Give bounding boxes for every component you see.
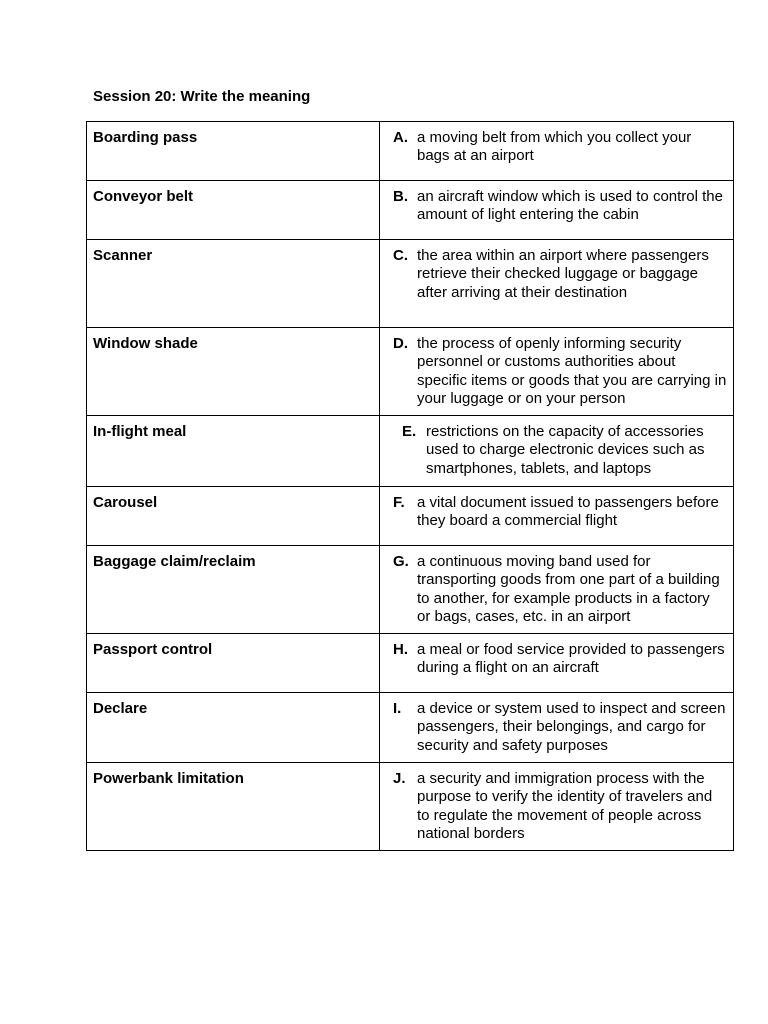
table-row	[87, 693, 734, 763]
definition-letter: G.	[393, 553, 409, 570]
definition-cell	[380, 416, 734, 487]
page-title: Session 20: Write the meaning	[93, 88, 311, 105]
definition-letter: E.	[402, 423, 417, 440]
definition-letter: F.	[393, 494, 405, 511]
definition-letter: I.	[393, 700, 402, 717]
definition-letter: D.	[393, 335, 408, 352]
term-cell: Passport control	[87, 634, 380, 693]
table-row	[87, 181, 734, 240]
table-row	[87, 763, 734, 851]
definition-text: the area within an airport where passengers retrieve their checked luggage or baggage after arriving at their destination	[417, 247, 709, 301]
table-row	[87, 416, 734, 487]
definition-text: a continuous moving band used for transporting goods from one part of a building to another, for example products in a factory or bags, cases, etc. in an airport	[417, 553, 720, 625]
term-cell: Window shade	[87, 328, 380, 416]
definition-text: an aircraft window which is used to control the amount of light entering the cabin	[417, 188, 723, 224]
definition-cell	[380, 487, 734, 546]
definition-cell	[380, 240, 734, 328]
definition-cell	[380, 546, 734, 634]
definition-text: a security and immigration process with the purpose to verify the identity of travelers and to regulate the movement of people across national borders	[417, 770, 713, 842]
definition-text: a meal or food service provided to passengers during a flight on an aircraft	[417, 641, 725, 677]
table-row	[87, 487, 734, 546]
definition-cell	[380, 634, 734, 693]
definition-cell	[380, 693, 734, 763]
table-row	[87, 634, 734, 693]
definition-letter: C.	[393, 247, 408, 264]
definition-text: the process of openly informing security personnel or customs authorities about specific items or goods that you are carrying in your luggage or on your person	[417, 335, 727, 407]
table-row	[87, 546, 734, 634]
term-cell: Baggage claim/reclaim	[87, 546, 380, 634]
term-cell: Declare	[87, 693, 380, 763]
definition-cell	[380, 763, 734, 851]
matching-table	[86, 121, 734, 851]
definition-letter: A.	[393, 129, 408, 146]
definition-cell	[380, 328, 734, 416]
definition-cell	[380, 122, 734, 181]
table-row	[87, 122, 734, 181]
definition-cell	[380, 181, 734, 240]
definition-letter: H.	[393, 641, 408, 658]
definition-letter: J.	[393, 770, 406, 787]
term-cell: In-flight meal	[87, 416, 380, 487]
term-cell: Powerbank limitation	[87, 763, 380, 851]
definition-text: a moving belt from which you collect your bags at an airport	[417, 129, 692, 165]
definition-text: a vital document issued to passengers before they board a commercial flight	[417, 494, 719, 530]
definition-letter: B.	[393, 188, 408, 205]
term-cell: Carousel	[87, 487, 380, 546]
term-cell: Conveyor belt	[87, 181, 380, 240]
term-cell: Scanner	[87, 240, 380, 328]
term-cell: Boarding pass	[87, 122, 380, 181]
table-row	[87, 240, 734, 328]
definition-text: restrictions on the capacity of accessories used to charge electronic devices such as smartphones, tablets, and laptops	[426, 423, 705, 477]
definition-text: a device or system used to inspect and screen passengers, their belongings, and cargo for security and safety purposes	[417, 700, 726, 754]
table-row	[87, 328, 734, 416]
